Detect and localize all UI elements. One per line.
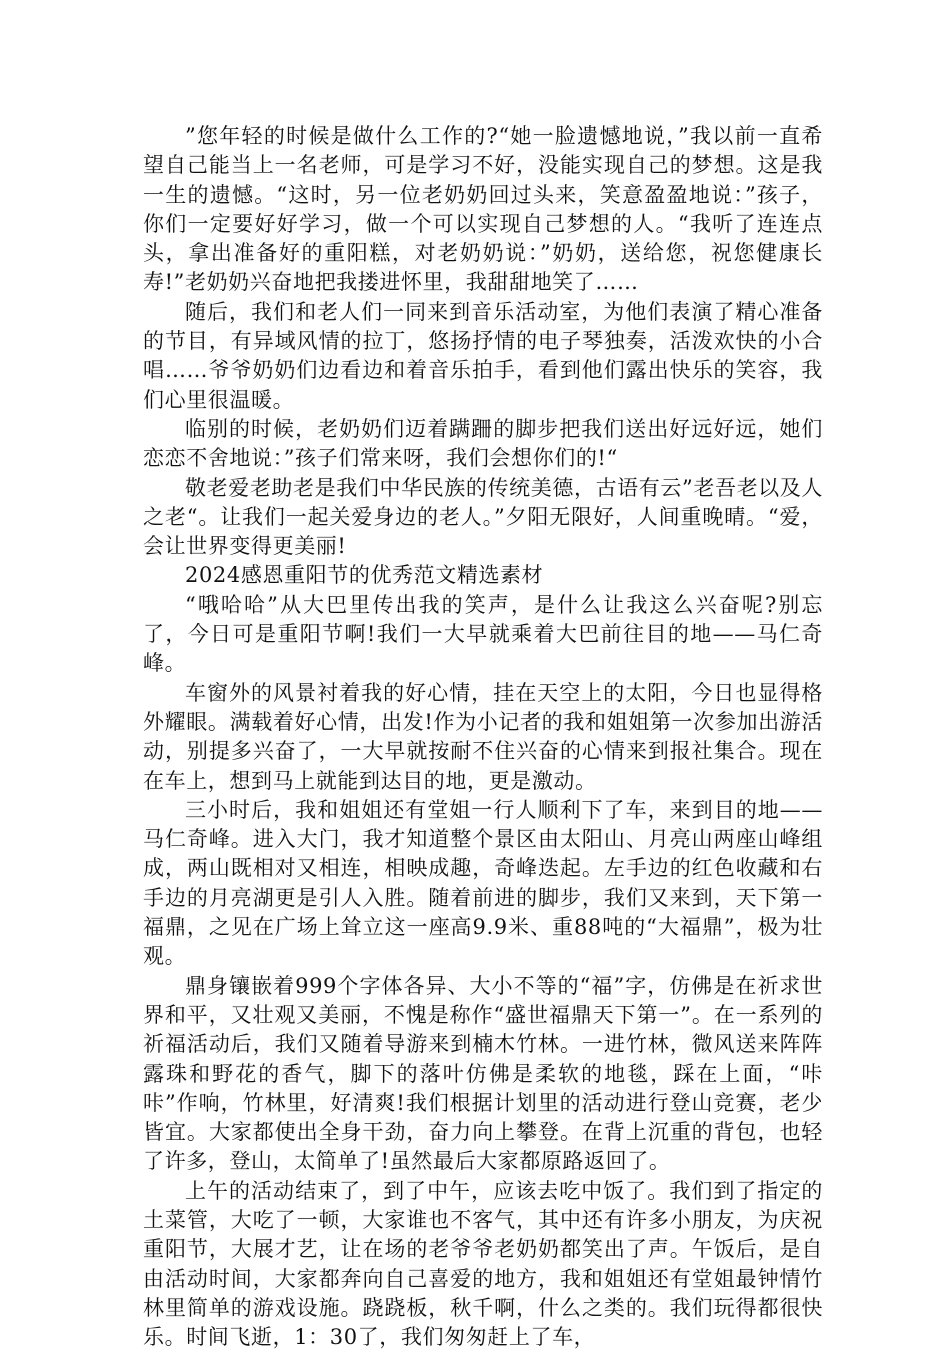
paragraph-2: 随后，我们和老人们一同来到音乐活动室，为他们表演了精心准备的节目，有异域风情的拉丁，悠扬抒情的电子琴独奏，活泼欢快的小合唱……爷爷奶奶们边看边和着音乐拍手，看到他们露出快乐的笑容，我们心里很温暖。 xyxy=(143,299,823,412)
document-body xyxy=(143,122,823,1352)
paragraph-5: “哦哈哈”从大巴里传出我的笑声，是什么让我这么兴奋呢?别忘了，今日可是重阳节啊!我们一大早就乘着大巴前往目的地——马仁奇峰。 xyxy=(143,592,823,676)
paragraph-8: 鼎身镶嵌着999个字体各异、大小不等的“福”字，仿佛是在祈求世界和平，又壮观又美丽，不愧是称作“盛世福鼎天下第一”。在一系列的祈福活动后，我们又随着导游来到楠木竹林。一进竹林，微风送来阵阵露珠和野花的香气，脚下的落叶仿佛是柔软的地毯，踩在上面，“咔咔”作响，竹林里，好清爽!我们根据计划里的活动进行登山竞赛，老少皆宜。大家都使出全身干劲，奋力向上攀登。在背上沉重的背包，也轻了许多，登山，太简单了!虽然最后大家都原路返回了。 xyxy=(143,973,823,1174)
paragraph-4: 敬老爱老助老是我们中华民族的传统美德，古语有云”老吾老以及人之老“。让我们一起关爱身边的老人。”夕阳无限好，人间重晚晴。“爱，会让世界变得更美丽! xyxy=(143,475,823,559)
paragraph-9: 上午的活动结束了，到了中午，应该去吃中饭了。我们到了指定的土菜管，大吃了一顿，大家谁也不客气，其中还有许多小朋友，为庆祝重阳节，大展才艺，让在场的老爷爷老奶奶都笑出了声。午饭后，是自由活动时间，大家都奔向自己喜爱的地方，我和姐姐还有堂姐最钟情竹林里简单的游戏设施。跷跷板，秋千啊，什么之类的。我们玩得都很快乐。时间飞逝，1：30了，我们匆匆赶上了车， xyxy=(143,1178,823,1350)
paragraph-6: 车窗外的风景衬着我的好心情，挂在天空上的太阳，今日也显得格外耀眼。满载着好心情，出发!作为小记者的我和姐姐第一次参加出游活动，别提多兴奋了，一大早就按耐不住兴奋的心情来到报社集合。现在在车上，想到马上就能到达目的地，更是激动。 xyxy=(143,680,823,793)
paragraph-3: 临别的时候，老奶奶们迈着蹒跚的脚步把我们送出好远好远，她们恋恋不舍地说：”孩子们常来呀，我们会想你们的!“ xyxy=(143,416,823,471)
paragraph-7: 三小时后，我和姐姐还有堂姐一行人顺利下了车，来到目的地——马仁奇峰。进入大门，我才知道整个景区由太阳山、月亮山两座山峰组成，两山既相对又相连，相映成趣，奇峰迭起。左手边的红色收藏和右手边的月亮湖更是引人入胜。随着前进的脚步，我们又来到，天下第一福鼎，之见在广场上耸立这一座高9.9米、重88吨的“大福鼎”，极为壮观。 xyxy=(143,797,823,969)
paragraph-1: ”您年轻的时候是做什么工作的?“她一脸遗憾地说，”我以前一直希望自己能当上一名老师，可是学习不好，没能实现自己的梦想。这是我一生的遗憾。“这时，另一位老奶奶回过头来，笑意盈盈地说：”孩子，你们一定要好好学习，做一个可以实现自己梦想的人。“我听了连连点头，拿出准备好的重阳糕，对老奶奶说：”奶奶，送给您，祝您健康长寿!”老奶奶兴奋地把我搂进怀里，我甜甜地笑了…… xyxy=(143,124,823,295)
section-title: 2024感恩重阳节的优秀范文精选素材 xyxy=(185,563,544,588)
